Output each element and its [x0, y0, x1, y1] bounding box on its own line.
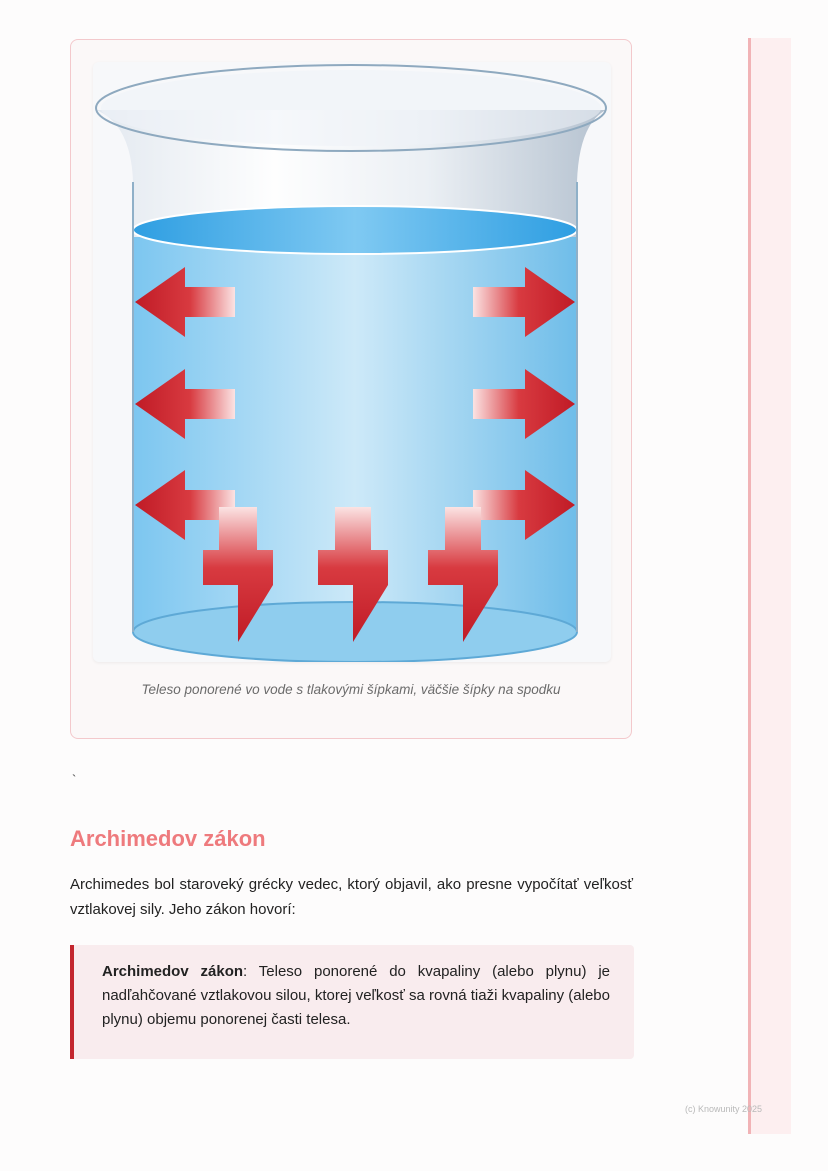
copyright-footer: (c) Knowunity 2025 — [685, 1104, 763, 1114]
beaker-illustration — [93, 62, 611, 662]
section-intro: Archimedes bol staroveký grécky vedec, ktorý objavil, ako presne vypočítať veľkosť vztlakovej sily. Jeho zákon hovorí: — [70, 876, 633, 918]
callout-definition: : Teleso ponorené do kvapaliny (alebo plynu) je nadľahčované vztlakovou silou, ktorej veľkosť sa rovná tiaži kvapaliny (alebo plynu) objemu ponorenej časti telesa. — [102, 963, 611, 1028]
section-heading: Archimedov zákon — [70, 826, 266, 851]
figure-card — [70, 39, 632, 739]
callout-term: Archimedov zákon — [102, 963, 244, 980]
callout-text — [102, 960, 610, 1032]
page-margin-strip — [748, 38, 791, 1134]
figure-caption: Teleso ponorené vo vode s tlakovými šípkami, väčšie šípky na spodku — [141, 682, 561, 697]
stray-mark: ` — [72, 772, 77, 787]
beaker-svg — [93, 62, 611, 662]
definition-callout — [70, 945, 634, 1059]
